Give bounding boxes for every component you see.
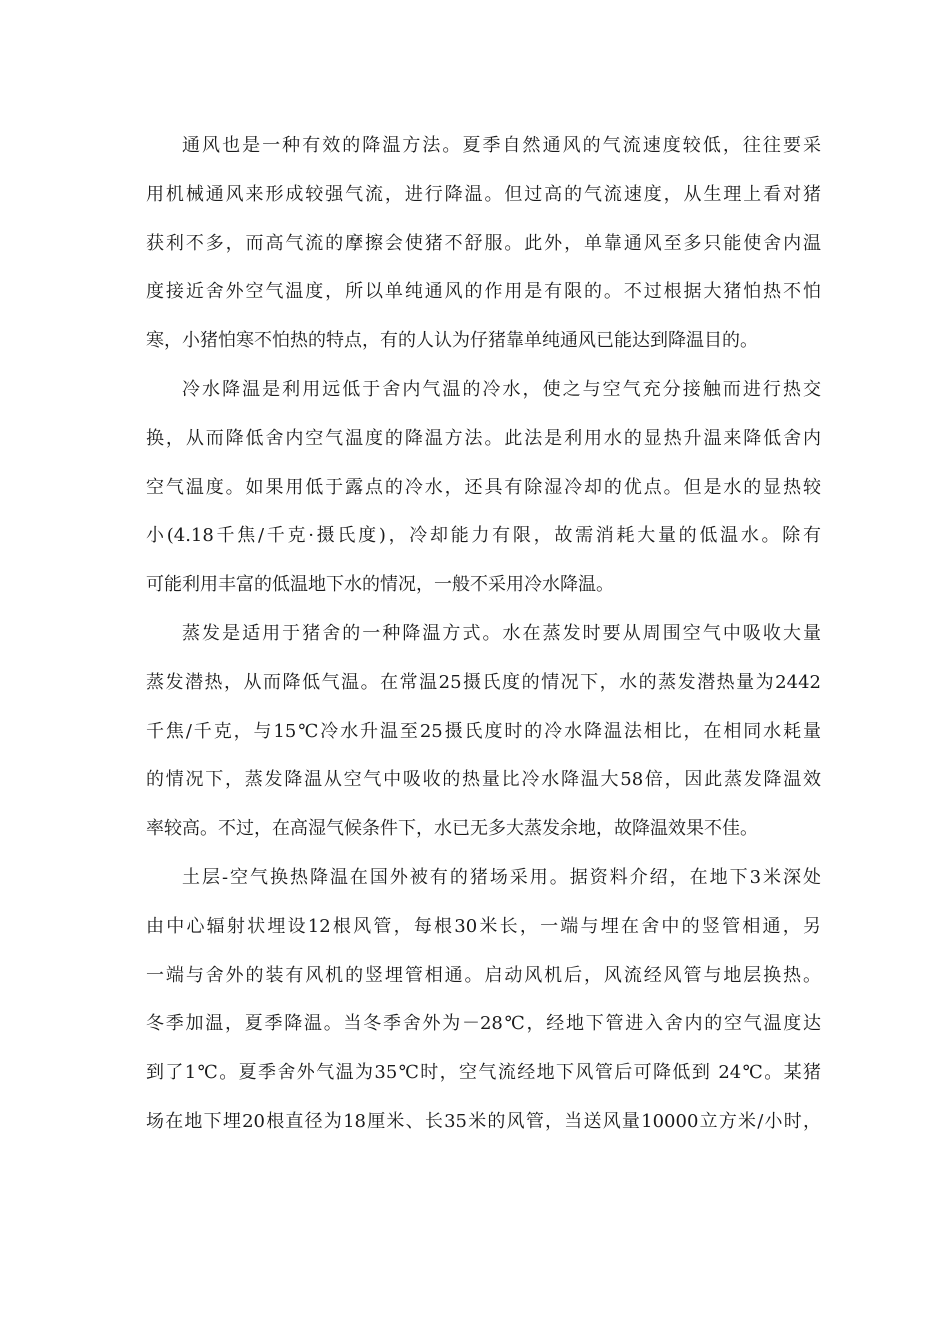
paragraph-4-line-5: 到了1℃。夏季舍外气温为35℃时，空气流经地下风管后可降低到 24℃。某猪 (146, 1062, 821, 1084)
paragraph-3-line-1: 蒸发是适用于猪舍的一种降温方式。水在蒸发时要从周围空气中吸收大量 (182, 622, 821, 644)
paragraph-2-line-3: 空气温度。如果用低于露点的冷水，还具有除湿冷却的优点。但是水的显热较 (146, 476, 821, 498)
paragraph-1-line-1: 通风也是一种有效的降温方法。夏季自然通风的气流速度较低，往往要采 (182, 135, 821, 156)
paragraph-2-line-1: 冷水降温是利用远低于舍内气温的冷水，使之与空气充分接触而进行热交 (182, 378, 821, 400)
paragraph-4-line-6: 场在地下埋20根直径为18厘米、长35米的风管，当送风量10000立方米/小时， (146, 1110, 821, 1132)
document-body (146, 122, 821, 1147)
paragraph-1-line-4: 度接近舍外空气温度，所以单纯通风的作用是有限的。不过根据大猪怕热不怕 (146, 281, 821, 303)
paragraph-3-line-4: 的情况下，蒸发降温从空气中吸收的热量比冷水降温大58倍，因此蒸发降温效 (146, 769, 821, 791)
paragraph-4-line-3: 一端与舍外的装有风机的竖埋管相通。启动风机后，风流经风管与地层换热。 (146, 964, 821, 986)
paragraph-2-line-2: 换，从而降低舍内空气温度的降温方法。此法是利用水的显热升温来降低舍内 (146, 427, 821, 449)
paragraph-3-line-2: 蒸发潜热，从而降低气温。在常温25摄氏度的情况下，水的蒸发潜热量为2442 (146, 671, 821, 693)
paragraph-4-line-1: 土层-空气换热降温在国外被有的猪场采用。据资料介绍，在地下3米深处 (182, 866, 821, 888)
paragraph-3-line-5: 率较高。不过，在高湿气候条件下，水已无多大蒸发余地，故降温效果不佳。 (146, 818, 758, 840)
paragraph-1-line-3: 获利不多，而高气流的摩擦会使猪不舒服。此外，单靠通风至多只能使舍内温 (146, 232, 821, 254)
paragraph-4-line-4: 冬季加温，夏季降温。当冬季舍外为－28℃，经地下管进入舍内的空气温度达 (146, 1013, 821, 1035)
paragraph-4-line-2: 由中心辐射状埋设12根风管，每根30米长，一端与埋在舍中的竖管相通，另 (146, 915, 821, 937)
paragraph-1-line-5: 寒，小猪怕寒不怕热的特点，有的人认为仔猪靠单纯通风已能达到降温目的。 (146, 330, 758, 352)
paragraph-3-line-3: 千焦/千克，与15℃冷水升温至25摄氏度时的冷水降温法相比，在相同水耗量 (146, 720, 821, 742)
paragraph-2-line-4: 小(4.18千焦/千克·摄氏度)，冷却能力有限，故需消耗大量的低温水。除有 (146, 525, 821, 547)
paragraph-2-line-5: 可能利用丰富的低温地下水的情况，一般不采用冷水降温。 (146, 574, 614, 596)
paragraph-1-line-2: 用机械通风来形成较强气流，进行降温。但过高的气流速度，从生理上看对猪 (146, 183, 821, 205)
